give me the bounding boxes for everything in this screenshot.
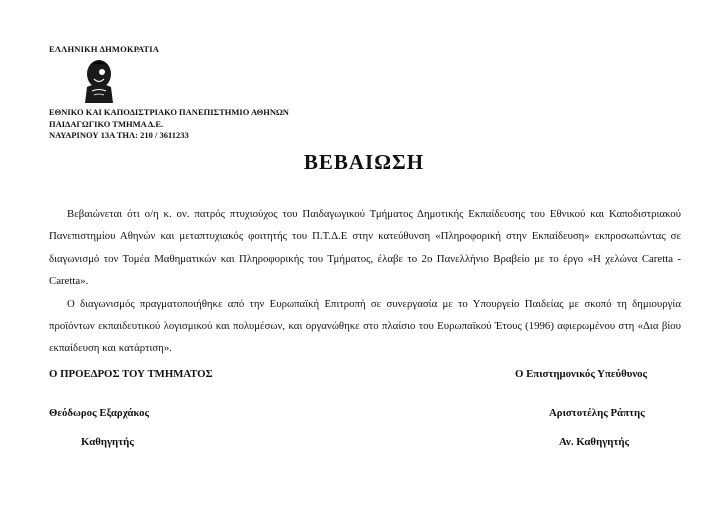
document-title: ΒΕΒΑΙΩΣΗ	[303, 150, 425, 174]
right-signature-title: Αν. Καθηγητής	[559, 436, 630, 448]
left-signature-name: Θεόδωρος Εξαρχάκος	[49, 407, 150, 419]
left-signature-title: Καθηγητής	[81, 436, 134, 448]
body-paragraph-1: Βεβαιώνεται ότι ο/η κ. ον. πατρός πτυχιούχος του Παιδαγωγικού Τμήματος Δημοτικής Εκπαίδευσης του Εθνικού και Καποδιστριακού Πανεπιστημίου Αθηνών και μεταπτυχιακός φοιτητής του Π.Τ.Δ.Ε στην κατεύθυνση «Πληροφορική στην Εκπαίδευση» εκπροσωπώντας σε διαγωνισμό τον Τομέα Μαθηματικών και Πληροφορικής του Τμήματος, έλαβε το 2ο Πανελλήνιο Βραβείο με το έργο «Η χελώνα Caretta - Caretta».	[49, 208, 681, 288]
right-signature-name: Αριστοτέλης Ράπτης	[549, 407, 645, 419]
certificate-body	[49, 203, 681, 360]
department-address: ΝΑΥΑΡΙΝΟΥ 13Α ΤΗΛ: 210 / 3611233	[49, 130, 189, 140]
institution-block	[49, 107, 289, 142]
body-paragraph-2: Ο διαγωνισμός πραγματοποιήθηκε από την Ευρωπαϊκή Επιτροπή σε συνεργασία με το Υπουργείο Παιδείας με σκοπό τη δημιουργία προϊόντων εκπαιδευτικού λογισμικού και πολυμέσων, και οργανώθηκε στο πλαίσιο του Ευρωπαϊκού Έτους (1996) αφιερωμένου στη «Δια βίου εκπαίδευση και κατάρτιση».	[49, 297, 681, 355]
left-signature-role: Ο ΠΡΟΕΔΡΟΣ ΤΟΥ ΤΜΗΜΑΤΟΣ	[49, 368, 213, 380]
university-name: ΕΘΝΙΚΟ ΚΑΙ ΚΑΠΟΔΙΣΤΡΙΑΚΟ ΠΑΝΕΠΙΣΤΗΜΙΟ ΑΘΗΝΩΝ	[49, 107, 289, 117]
department-name: ΠΑΙΔΑΓΩΓΙΚΟ ΤΜΗΜΑ Δ.Ε.	[49, 118, 164, 129]
athena-emblem-icon	[80, 57, 118, 105]
right-signature-role: Ο Επιστημονικός Υπεύθυνος	[515, 368, 648, 380]
header-country: ΕΛΛΗΝΙΚΗ ΔΗΜΟΚΡΑΤΙΑ	[49, 44, 160, 54]
